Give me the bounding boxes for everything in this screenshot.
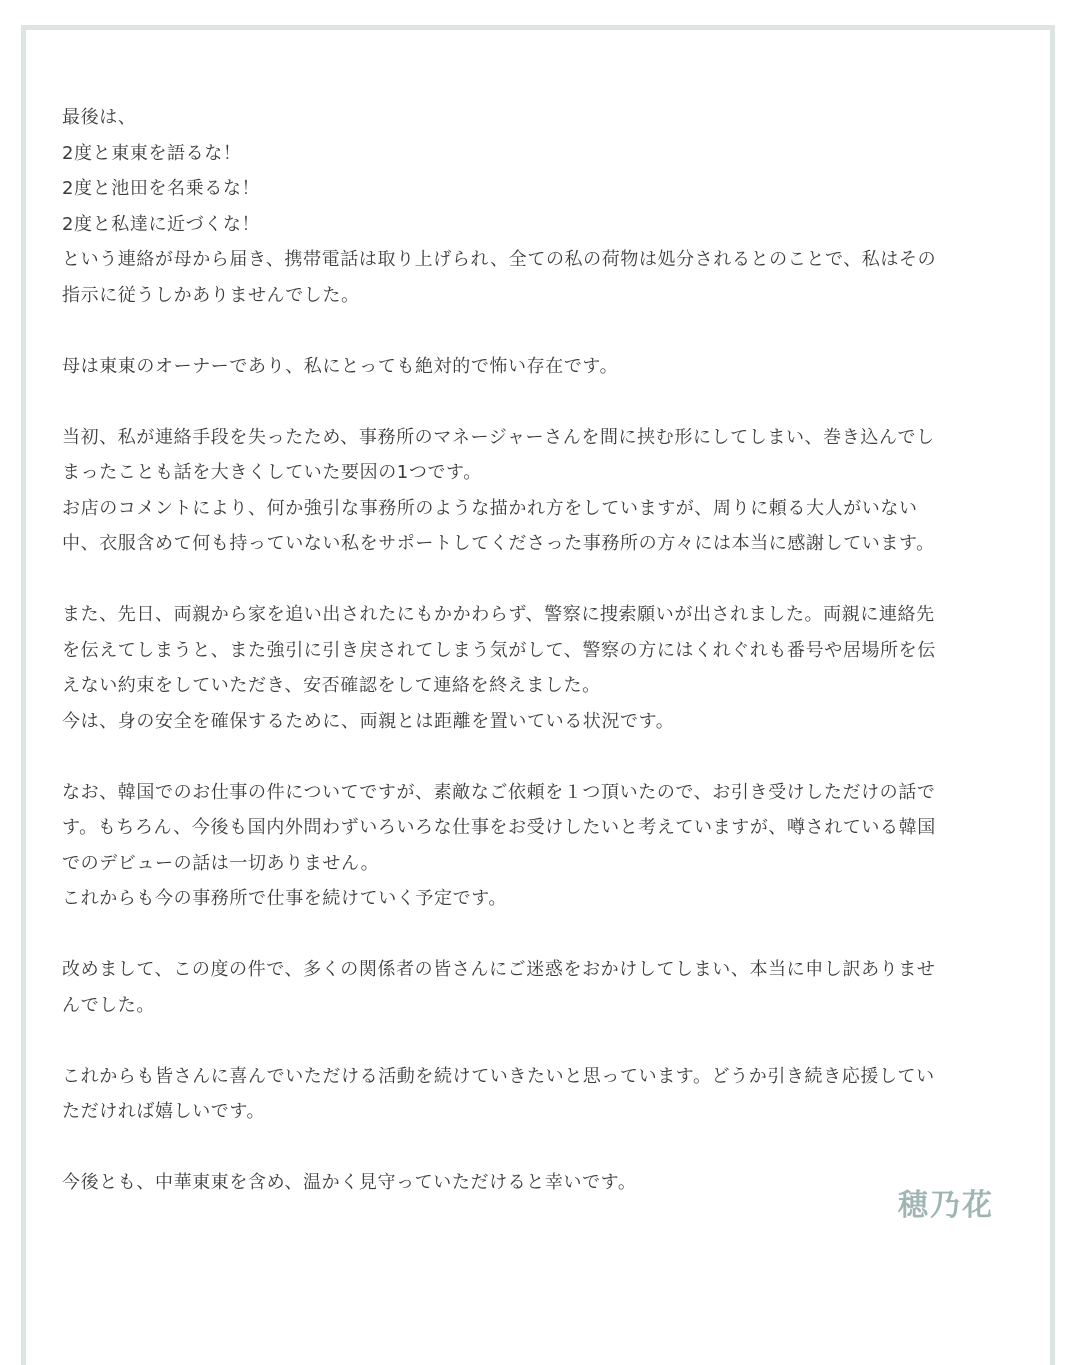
- letter-body: [62, 100, 1022, 1201]
- letter-line: 今後とも、中華東東を含め、温かく見守っていただけると幸いです。: [62, 1172, 637, 1193]
- letter-line: んでした。: [62, 994, 155, 1016]
- letter-line: 中、衣服含めて何も持っていない私をサポートしてくださった事務所の方々には本当に感謝しています。: [62, 533, 935, 554]
- paragraph-gap: [62, 384, 1022, 420]
- letter-line: また、先日、両親から家を追い出されたにもかかわらず、警察に捜索願いが出されました。両親に連絡先: [62, 604, 935, 625]
- paragraph-gap: [62, 917, 1022, 953]
- letter-line: という連絡が母から届き、携帯電話は取り上げられ、全ての私の荷物は処分されるとのことで、私はその: [62, 249, 937, 270]
- letter-line: 2度と私達に近づくな！: [62, 213, 261, 235]
- letter-line: 改めまして、この度の件で、多くの関係者の皆さんにご迷惑をおかけしてしまい、本当に申し訳ありませ: [62, 959, 936, 980]
- letter-line: 今は、身の安全を確保するために、両親とは距離を置いている状況です。: [62, 710, 675, 732]
- signature: 穂乃花: [898, 1188, 994, 1223]
- letter-line: 2度と池田を名乗るな！: [62, 178, 261, 199]
- letter-line: なお、韓国でのお仕事の件についてですが、素敵なご依頼を１つ頂いたので、お引き受けしただけの話で: [62, 781, 936, 803]
- paragraph-gap: [62, 313, 1022, 349]
- letter-line: ただければ嬉しいです。: [62, 1101, 266, 1122]
- letter-line: これからも皆さんに喜んでいただける活動を続けていきたいと思っています。どうか引き続き応援してい: [62, 1065, 935, 1087]
- letter-line: を伝えてしまうと、また強引に引き戻されてしまう気がして、警察の方にはくれぐれも番号や居場所を伝: [62, 639, 936, 661]
- letter-line: お店のコメントにより、何か強引な事務所のような描かれ方をしていますが、周りに頼る大人がいない: [62, 497, 918, 519]
- paragraph-gap: [62, 1130, 1022, 1166]
- letter-line: 指示に従うしかありませんでした。: [62, 284, 360, 306]
- paragraph-gap: [62, 739, 1022, 775]
- letter-line: 当初、私が連絡手段を失ったため、事務所のマネージャーさんを間に挟む形にしてしまい、巻き込んでし: [62, 426, 935, 448]
- letter-line: 2度と東東を語るな！: [62, 142, 242, 164]
- paragraph-gap: [62, 1023, 1022, 1059]
- letter-line: まったことも話を大きくしていた要因の1つです。: [62, 462, 482, 483]
- letter-line: えない約束をしていただき、安否確認をして連絡を終えました。: [62, 675, 601, 696]
- letter-line: す。もちろん、今後も国内外問わずいろいろな仕事をお受けしたいと考えていますが、噂されている韓国: [62, 817, 936, 838]
- letter-line: 最後は、: [62, 107, 137, 128]
- letter-line: 母は東東のオーナーであり、私にとっても絶対的で怖い存在です。: [62, 355, 619, 377]
- paragraph-gap: [62, 562, 1022, 598]
- letter-line: でのデビューの話は一切ありません。: [62, 852, 380, 874]
- letter-line: これからも今の事務所で仕事を続けていく予定です。: [62, 888, 507, 909]
